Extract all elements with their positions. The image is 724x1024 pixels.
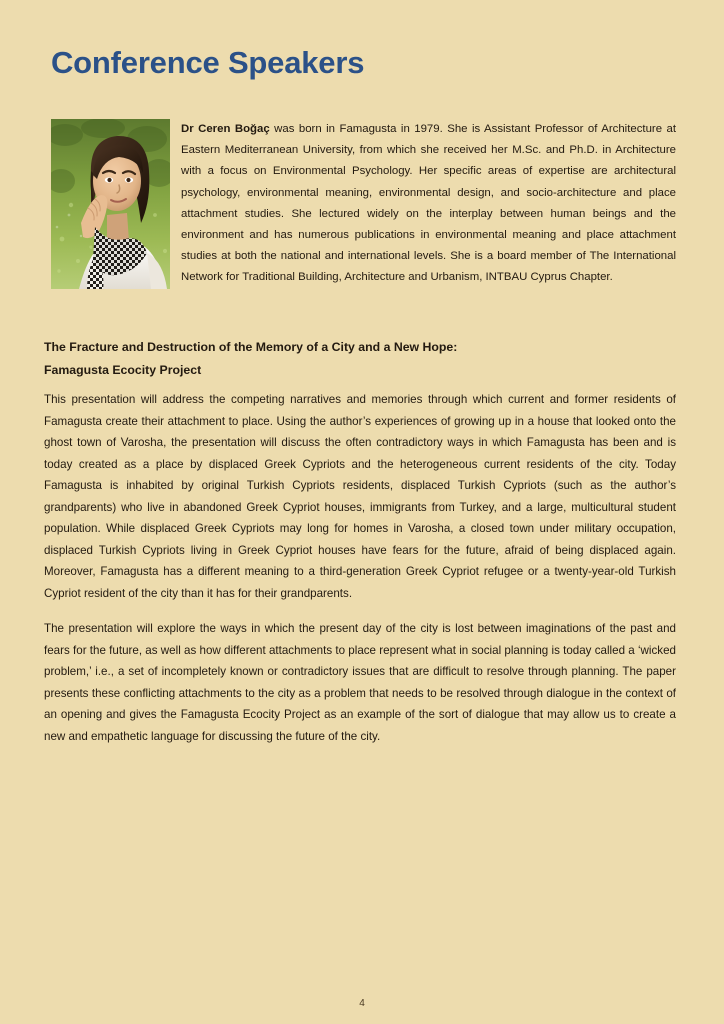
abstract-paragraph: This presentation will address the competing narratives and memories through which current and former residents of Famagusta create their attachment to place. Using the author’s experiences of growing up in a house that looked onto the ghost town of Varosha, the presentation will discuss the often contradictory ways in which Famagusta has been and is today created as a place by displaced Greek Cypriots and the heterogeneous current residents of the city. Today Famagusta is inhabited by original Turkish Cypriots residents, displaced Turkish Cypriots (such as the author’s grandparents) who live in abandoned Greek Cypriot houses, immigrants from Turkey, and a large, multicultural student population. While displaced Greek Cypriots may long for homes in Varosha, a closed town under military occupation, displaced Turkish Cypriots living in Greek Cypriot houses have fears for the future, afraid of being displaced again. Moreover, Famagusta has a different meaning to a third-generation Greek Cypriot refugee or a twenty-year-old Turkish Cypriot resident of the city than it has for their grandparents. bbox=[44, 393, 676, 600]
talk-title-line-1: The Fracture and Destruction of the Memory of a City and a New Hope: bbox=[44, 340, 458, 354]
speaker-portrait-photo bbox=[51, 119, 170, 289]
talk-abstract bbox=[44, 389, 676, 747]
abstract-paragraph: The presentation will explore the ways in which the present day of the city is lost between imaginations of the past and fears for the future, as well as how different attachments to place represent what in social planning is today called a ‘wicked problem,’ i.e., a set of incompletely known or contradictory issues that are difficult to resolve through planning. The paper presents these conflicting attachments to the city as a problem that needs to be resolved through dialogue in the context of an opening and gives the Famagusta Ecocity Project as an example of the sort of dialogue that may allow us to create a new and empathetic language for discussing the future of the city. bbox=[44, 622, 676, 743]
speaker-name: Dr Ceren Boğaç bbox=[181, 123, 270, 135]
speaker-bio-body: was born in Famagusta in 1979. She is Assistant Professor of Architecture at Eastern Mediterranean University, from which she received her M.Sc. and Ph.D. in Architecture with a focus on Environmental Psychology. Her specific areas of expertise are architectural psychology, environmental meaning, environmental design, and socio-architecture and place attachment studies. She lectured widely on the interplay between human beings and the environment and has numerous publications in environmental meaning and place attachment studies at both the national and international levels. She is a board member of The International Network for Traditional Building, Architecture and Urbanism, INTBAU Cyprus Chapter. bbox=[181, 123, 676, 284]
page-title: Conference Speakers bbox=[51, 45, 365, 80]
speaker-bio-block bbox=[51, 119, 676, 293]
talk-title bbox=[44, 336, 676, 382]
page-number: 4 bbox=[359, 998, 365, 1009]
talk-title-line-2: Famagusta Ecocity Project bbox=[44, 363, 202, 377]
portrait-image bbox=[51, 119, 170, 289]
